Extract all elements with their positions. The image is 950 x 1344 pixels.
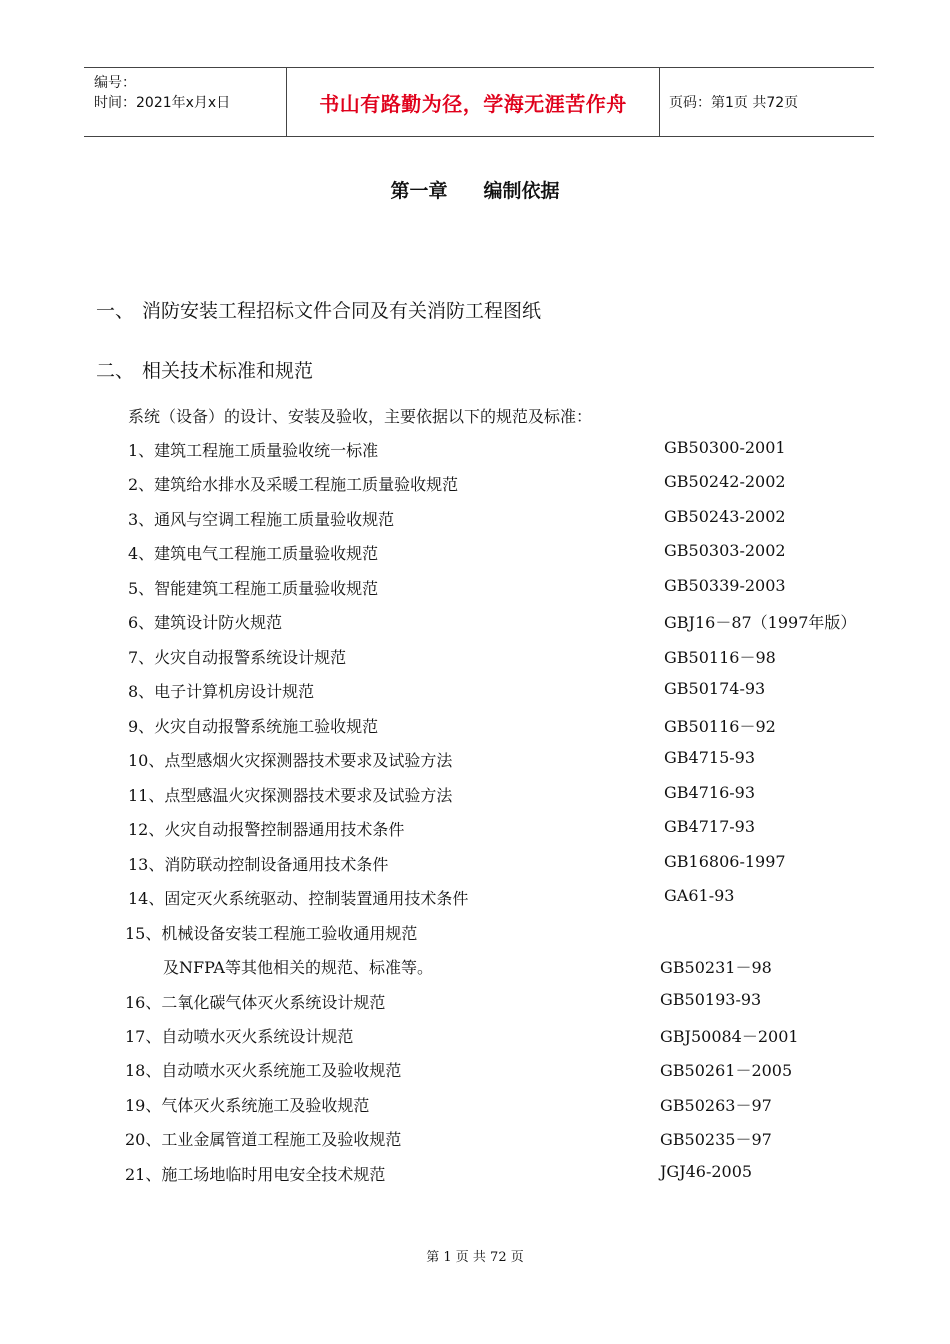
standard-name: 9、火灾自动报警系统施工验收规范 xyxy=(128,717,379,736)
standard-name: 5、智能建筑工程施工质量验收规范 xyxy=(128,579,379,598)
standard-name: 21、施工场地临时用电安全技术规范 xyxy=(125,1165,386,1184)
list-item xyxy=(0,748,950,772)
list-item xyxy=(0,610,950,634)
chapter-heading xyxy=(0,176,950,203)
header-page-cell xyxy=(659,68,884,136)
header-page-label: 页码：第1页 共72页 xyxy=(669,95,799,111)
list-item xyxy=(0,645,950,669)
standard-code: GB50231－98 xyxy=(660,958,772,977)
standard-code: GB50242-2002 xyxy=(664,472,786,491)
chapter-number: 第一章 xyxy=(390,180,448,202)
standard-code: GB4717-93 xyxy=(664,817,756,836)
standard-code: GB50193-93 xyxy=(660,990,762,1009)
standard-name: 1、建筑工程施工质量验收统一标准 xyxy=(128,441,379,460)
chapter-title: 编制依据 xyxy=(483,180,560,202)
standard-name: 18、自动喷水灭火系统施工及验收规范 xyxy=(125,1061,402,1080)
list-item xyxy=(0,679,950,703)
section-title: 消防安装工程招标文件合同及有关消防工程图纸 xyxy=(142,300,542,322)
page-header xyxy=(84,67,874,137)
standard-name: 11、点型感温火灾探测器技术要求及试验方法 xyxy=(128,786,453,805)
standard-code: GB50235－97 xyxy=(660,1130,772,1149)
list-item xyxy=(0,1127,950,1151)
standard-code: GA61-93 xyxy=(664,886,735,905)
standard-code: GBJ50084－2001 xyxy=(660,1027,799,1046)
list-item xyxy=(0,921,950,945)
list-item xyxy=(0,990,950,1014)
standard-name: 8、电子计算机房设计规范 xyxy=(128,682,315,701)
list-item xyxy=(0,852,950,876)
standard-code: GB50174-93 xyxy=(664,679,766,698)
standard-code: GB16806-1997 xyxy=(664,852,786,871)
section-heading-1 xyxy=(96,296,541,323)
standard-code: GB50300-2001 xyxy=(664,438,786,457)
section-heading-2 xyxy=(96,356,313,383)
standard-code: GB50339-2003 xyxy=(664,576,786,595)
list-item xyxy=(0,1058,950,1082)
standard-name: 4、建筑电气工程施工质量验收规范 xyxy=(128,544,379,563)
standard-code: GB4716-93 xyxy=(664,783,756,802)
list-item xyxy=(0,438,950,462)
standard-name: 20、工业金属管道工程施工及验收规范 xyxy=(125,1130,402,1149)
standard-name: 10、点型感烟火灾探测器技术要求及试验方法 xyxy=(128,751,453,770)
list-item xyxy=(0,1162,950,1186)
list-item xyxy=(0,472,950,496)
list-item xyxy=(0,541,950,565)
standard-name: 7、火灾自动报警系统设计规范 xyxy=(128,648,347,667)
standard-code: GB50261－2005 xyxy=(660,1061,793,1080)
section-number: 一、 xyxy=(96,300,135,322)
standard-code: JGJ46-2005 xyxy=(660,1162,753,1181)
standard-code: GBJ16－87（1997年版） xyxy=(664,613,857,632)
header-motto: 书山有路勤为径，学海无涯苦作舟 xyxy=(319,91,627,116)
list-item xyxy=(0,1093,950,1117)
list-item xyxy=(0,507,950,531)
standards-intro: 系统（设备）的设计、安装及验收，主要依据以下的规范及标准： xyxy=(128,407,593,426)
standard-code: GB50303-2002 xyxy=(664,541,786,560)
standard-code: GB4715-93 xyxy=(664,748,756,767)
standard-name: 6、建筑设计防火规范 xyxy=(128,613,283,632)
list-item xyxy=(0,817,950,841)
standard-code: GB50263－97 xyxy=(660,1096,772,1115)
standard-name: 15、机械设备安装工程施工验收通用规范 xyxy=(125,924,418,943)
standard-name: 3、通风与空调工程施工质量验收规范 xyxy=(128,510,395,529)
standard-code: GB50243-2002 xyxy=(664,507,786,526)
document-number-label: 编号： xyxy=(94,75,136,91)
standard-name: 13、消防联动控制设备通用技术条件 xyxy=(128,855,389,874)
section-number: 二、 xyxy=(96,360,135,382)
standard-name: 14、固定灭火系统驱动、控制装置通用技术条件 xyxy=(128,889,469,908)
list-item xyxy=(0,576,950,600)
standard-name: 12、火灾自动报警控制器通用技术条件 xyxy=(128,820,405,839)
standard-name: 及NFPA等其他相关的规范、标准等。 xyxy=(163,958,433,977)
standard-name: 17、自动喷水灭火系统设计规范 xyxy=(125,1027,354,1046)
document-time-label: 时间：2021年x月x日 xyxy=(94,95,231,111)
list-item xyxy=(0,955,950,979)
section-title: 相关技术标准和规范 xyxy=(142,360,314,382)
standard-code: GB50116－98 xyxy=(664,648,776,667)
list-item xyxy=(0,1024,950,1048)
header-meta xyxy=(84,68,286,136)
standard-name: 19、气体灭火系统施工及验收规范 xyxy=(125,1096,370,1115)
header-motto-cell xyxy=(286,68,660,136)
list-item xyxy=(0,886,950,910)
list-item xyxy=(0,714,950,738)
list-item xyxy=(0,783,950,807)
standard-name: 2、建筑给水排水及采暖工程施工质量验收规范 xyxy=(128,475,459,494)
page-footer: 第 1 页 共 72 页 xyxy=(426,1250,524,1265)
standard-name: 16、二氧化碳气体灭火系统设计规范 xyxy=(125,993,386,1012)
standard-code: GB50116－92 xyxy=(664,717,776,736)
